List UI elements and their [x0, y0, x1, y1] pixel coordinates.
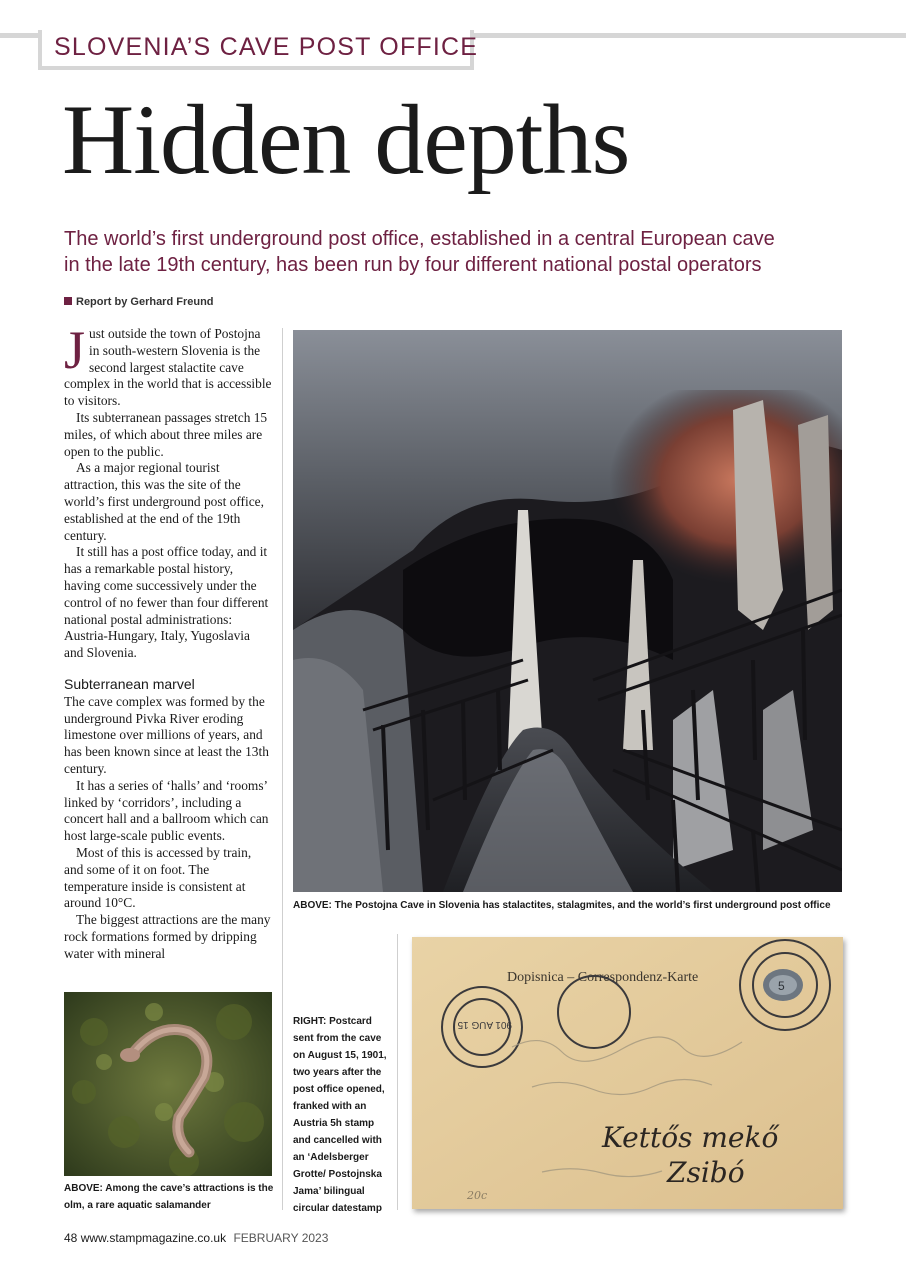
postcard-header: Dopisnica – Correspondenz-Karte [507, 970, 699, 985]
paragraph-6: It has a series of ‘halls’ and ‘rooms’ linked by ‘corridors’, including a concert hall and a ballroom which can host large-scale public events. [64, 777, 269, 844]
paragraph-3: As a major regional tourist attraction, this was the site of the world’s first underground post office, established at the end of the 19th century. [64, 460, 264, 543]
headline: Hidden depths [62, 84, 630, 195]
page-number: 48 [64, 1231, 78, 1245]
paragraph-1: Just outside the town of Postojna in south-western Slovenia is the second largest stalactite cave complex in the world that is accessible to visitors. [64, 320, 272, 409]
byline-square-icon [64, 297, 72, 305]
drop-cap: J [64, 320, 86, 380]
paragraph-4: It still has a post office today, and it has a remarkable postal history, having come successively under the control of no fewer than four different national postal administrations: Austria-Hungary, Italy, Yugoslavia and Slovenia. [64, 544, 269, 661]
column-rule [282, 328, 283, 1210]
standfirst-line-2: in the late 19th century, has been run by four different national postal operators [64, 254, 762, 276]
cave-caption: ABOVE: The Postojna Cave in Slovenia has stalactites, stalagmites, and the world’s first underground post office [293, 900, 831, 911]
standfirst-line-1: The world’s first underground post office, established in a central European cave [64, 228, 775, 250]
section-label: SLOVENIA’S CAVE POST OFFICE [54, 33, 479, 61]
caption-rule [397, 934, 398, 1210]
postcard-image [412, 937, 843, 1209]
paragraph-8: The biggest attractions are the many rock formations formed by dripping water with mineral [64, 912, 271, 961]
issue-month: FEBRUARY 2023 [233, 1231, 329, 1245]
cave-photo [293, 330, 842, 892]
paragraph-5: The cave complex was formed by the underground Pivka River eroding limestone over millions of years, and has been known since at least the 13th century. [64, 693, 269, 776]
standfirst [64, 226, 864, 278]
paragraph-7: Most of this is accessed by train, and some of it on foot. The temperature inside is consistent at around 10°C. [64, 844, 252, 911]
postmark-date: 901 AUG 15 [457, 1019, 512, 1030]
byline [64, 296, 214, 308]
stamp-value: 5 [778, 979, 785, 993]
handwriting-address-2: Zsibó [667, 1156, 745, 1189]
subhead: Subterranean marvel [64, 675, 195, 692]
handwriting-address-1: Kettős mekő [602, 1121, 779, 1154]
olm-caption: ABOVE: Among the cave’s attractions is the olm, a rare aquatic salamander [64, 1183, 274, 1211]
paragraph-2: Its subterranean passages stretch 15 miles, of which about three miles are open to the public. [64, 409, 268, 459]
page-footer [64, 1231, 328, 1245]
byline-text: Report by Gerhard Freund [76, 296, 214, 308]
website: www.stampmagazine.co.uk [80, 1231, 227, 1245]
olm-photo [64, 992, 272, 1176]
pencil-note: 20c [467, 1189, 488, 1202]
postcard-caption: RIGHT: Postcard sent from the cave on August 15, 1901, two years after the post office opened, franked with an Austria 5h stamp and cancelled with an ‘Adelsberger Grotte/ Postojnska Jama’ bilingual circular datestamp [293, 1016, 387, 1214]
body-column [64, 320, 272, 962]
